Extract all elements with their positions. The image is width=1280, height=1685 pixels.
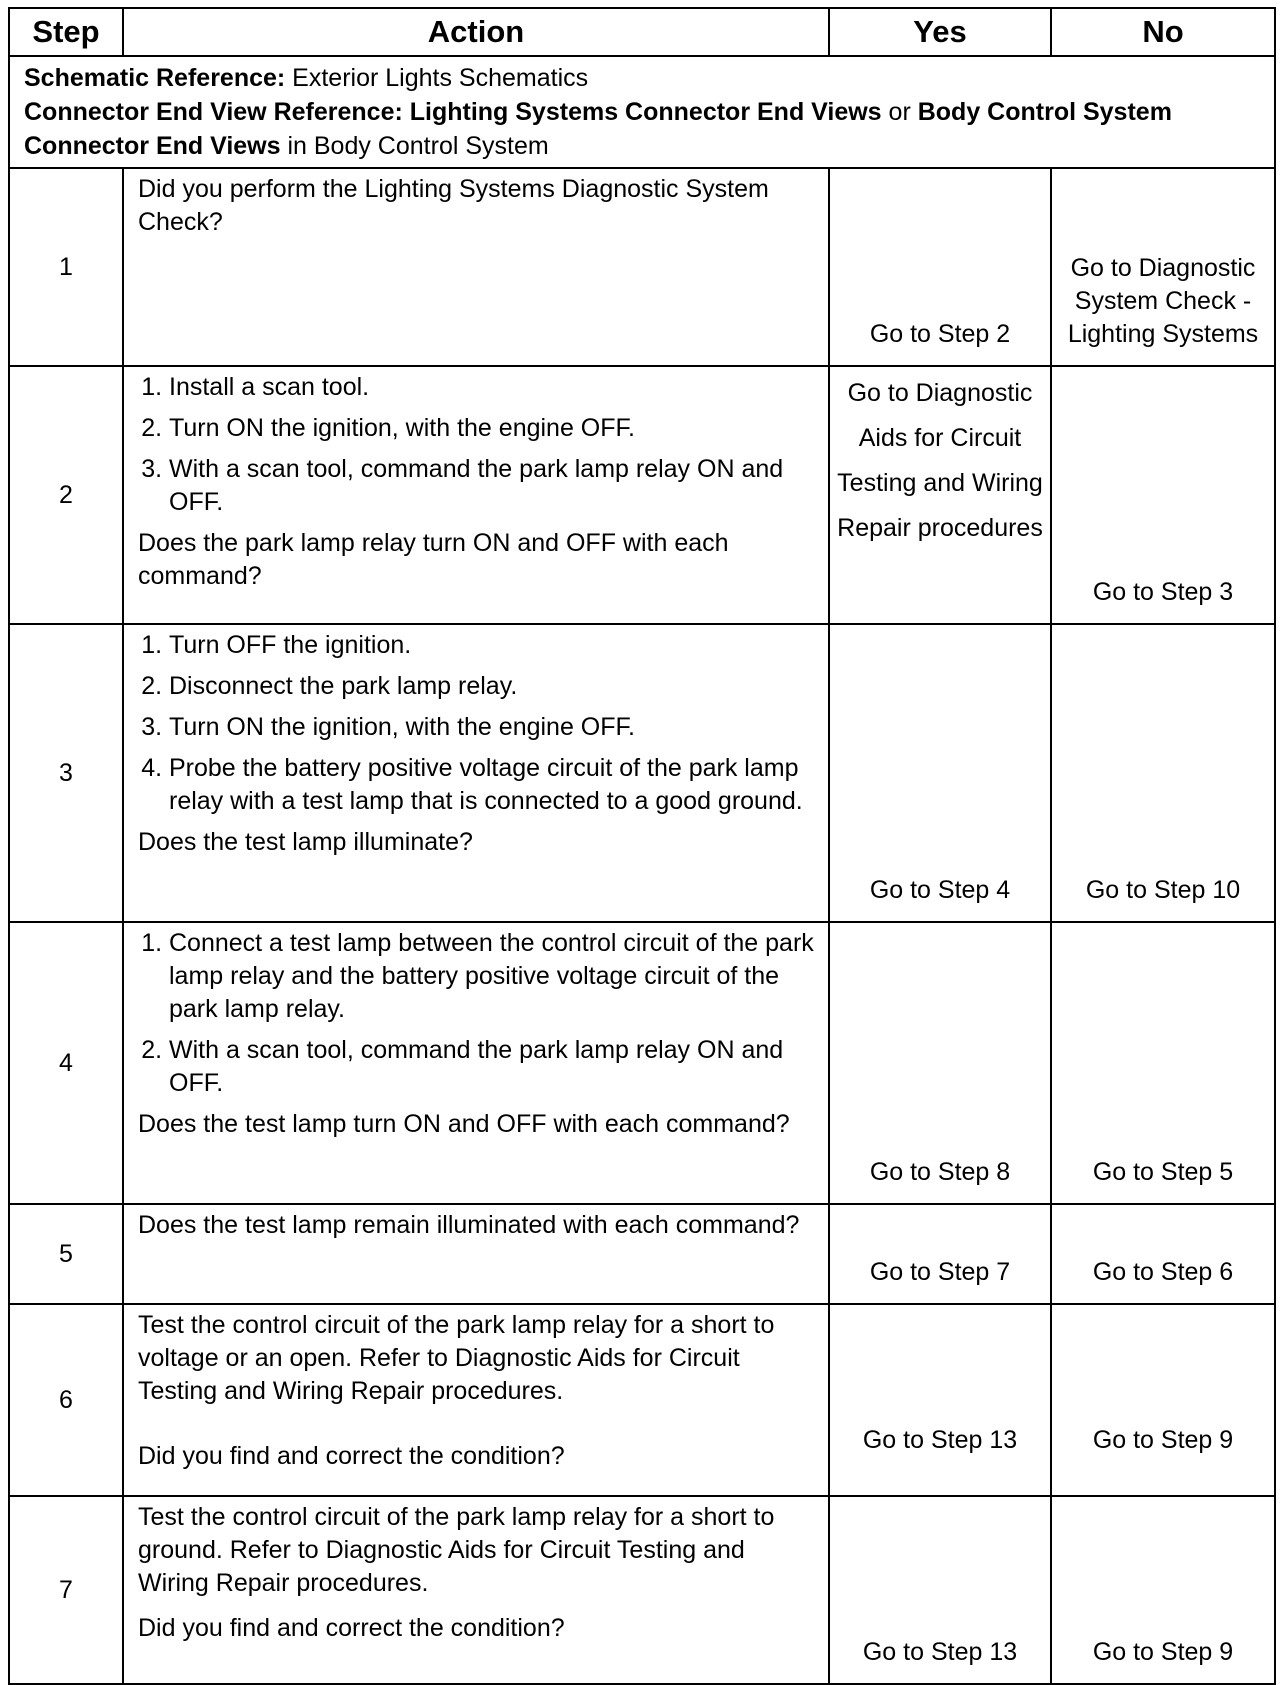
table-row: [9, 1496, 1275, 1684]
no-cell: Go to Step 6: [1051, 1204, 1275, 1304]
list-item: 1. Turn OFF the ignition.: [169, 629, 814, 662]
no-cell: Go to Step 9: [1051, 1304, 1275, 1496]
no-cell: Go to Step 3: [1051, 366, 1275, 624]
header-step: Step: [9, 8, 123, 56]
action-question: Does the test lamp turn ON and OFF with each command?: [138, 1110, 790, 1138]
no-cell: Go to Step 5: [1051, 922, 1275, 1204]
action-cell: [123, 1496, 829, 1684]
action-list: [138, 629, 814, 818]
table-row: [9, 624, 1275, 922]
connector-label: Connector End View Reference: Lighting Systems Connector End Views: [24, 98, 882, 126]
step-number: 2: [9, 366, 123, 624]
header-no: No: [1051, 8, 1275, 56]
action-list: [138, 371, 814, 519]
spacer: [138, 1600, 814, 1612]
schematic-reference: [24, 61, 1274, 95]
action-cell: [123, 922, 829, 1204]
reference-row: [9, 56, 1275, 168]
action-cell: [123, 168, 829, 366]
action-question: Does the test lamp illuminate?: [138, 828, 473, 856]
action-question: Did you perform the Lighting Systems Diagnostic System Check?: [138, 175, 769, 236]
yes-cell: Go to Step 8: [829, 922, 1051, 1204]
connector-or: or: [881, 98, 918, 126]
list-item: 2. With a scan tool, command the park lamp relay ON and OFF.: [169, 1034, 814, 1100]
action-list: [138, 927, 814, 1100]
step-number: 1: [9, 168, 123, 366]
step-number: 5: [9, 1204, 123, 1304]
list-item: 1. Install a scan tool.: [169, 371, 814, 404]
yes-cell: Go to Step 13: [829, 1304, 1051, 1496]
schematic-label: Schematic Reference:: [24, 64, 286, 92]
action-cell: [123, 366, 829, 624]
list-item: 2. Turn ON the ignition, with the engine OFF.: [169, 412, 814, 445]
action-cell: [123, 1304, 829, 1496]
yes-cell: Go to Step 2: [829, 168, 1051, 366]
connector-label2: Body Control System Connector End Views: [24, 98, 1172, 160]
step-number: 6: [9, 1304, 123, 1496]
no-cell: Go to Step 10: [1051, 624, 1275, 922]
list-item: 3. With a scan tool, command the park lamp relay ON and OFF.: [169, 453, 814, 519]
action-question: Did you find and correct the condition?: [138, 1442, 565, 1470]
table-row: [9, 168, 1275, 366]
yes-cell: Go to Diagnostic Aids for Circuit Testing and Wiring Repair procedures: [829, 366, 1051, 624]
table-row: [9, 922, 1275, 1204]
list-item: 2. Disconnect the park lamp relay.: [169, 670, 814, 703]
step-number: 4: [9, 922, 123, 1204]
yes-cell: Go to Step 4: [829, 624, 1051, 922]
connector-suffix: in Body Control System: [280, 132, 549, 160]
yes-cell: Go to Step 7: [829, 1204, 1051, 1304]
action-question: Did you find and correct the condition?: [138, 1614, 565, 1642]
yes-cell: Go to Step 13: [829, 1496, 1051, 1684]
connector-reference: [24, 95, 1274, 163]
header-action: Action: [123, 8, 829, 56]
list-item: 4. Probe the battery positive voltage circuit of the park lamp relay with a test lamp that is connected to a good ground.: [169, 752, 814, 818]
action-cell: [123, 624, 829, 922]
header-row: [9, 8, 1275, 56]
spacer: [138, 1408, 814, 1440]
table-row: [9, 1204, 1275, 1304]
action-question: Does the test lamp remain illuminated with each command?: [138, 1211, 800, 1239]
step-number: 7: [9, 1496, 123, 1684]
header-yes: Yes: [829, 8, 1051, 56]
diagnostic-table: [8, 7, 1276, 1685]
list-item: 3. Turn ON the ignition, with the engine OFF.: [169, 711, 814, 744]
action-text: Test the control circuit of the park lamp relay for a short to voltage or an open. Refer to Diagnostic Aids for Circuit Testing and Wiring Repair procedures.: [138, 1311, 775, 1405]
action-question: Does the park lamp relay turn ON and OFF with each command?: [138, 529, 729, 590]
list-item: 1. Connect a test lamp between the control circuit of the park lamp relay and the battery positive voltage circuit of the park lamp relay.: [169, 927, 814, 1026]
reference-cell: [9, 56, 1275, 168]
table-row: [9, 366, 1275, 624]
action-cell: [123, 1204, 829, 1304]
action-text: Test the control circuit of the park lamp relay for a short to ground. Refer to Diagnostic Aids for Circuit Testing and Wiring Repair procedures.: [138, 1503, 775, 1597]
no-cell: Go to Diagnostic System Check - Lighting Systems: [1051, 168, 1275, 366]
no-cell: Go to Step 9: [1051, 1496, 1275, 1684]
table-row: [9, 1304, 1275, 1496]
step-number: 3: [9, 624, 123, 922]
schematic-value: Exterior Lights Schematics: [285, 64, 589, 92]
